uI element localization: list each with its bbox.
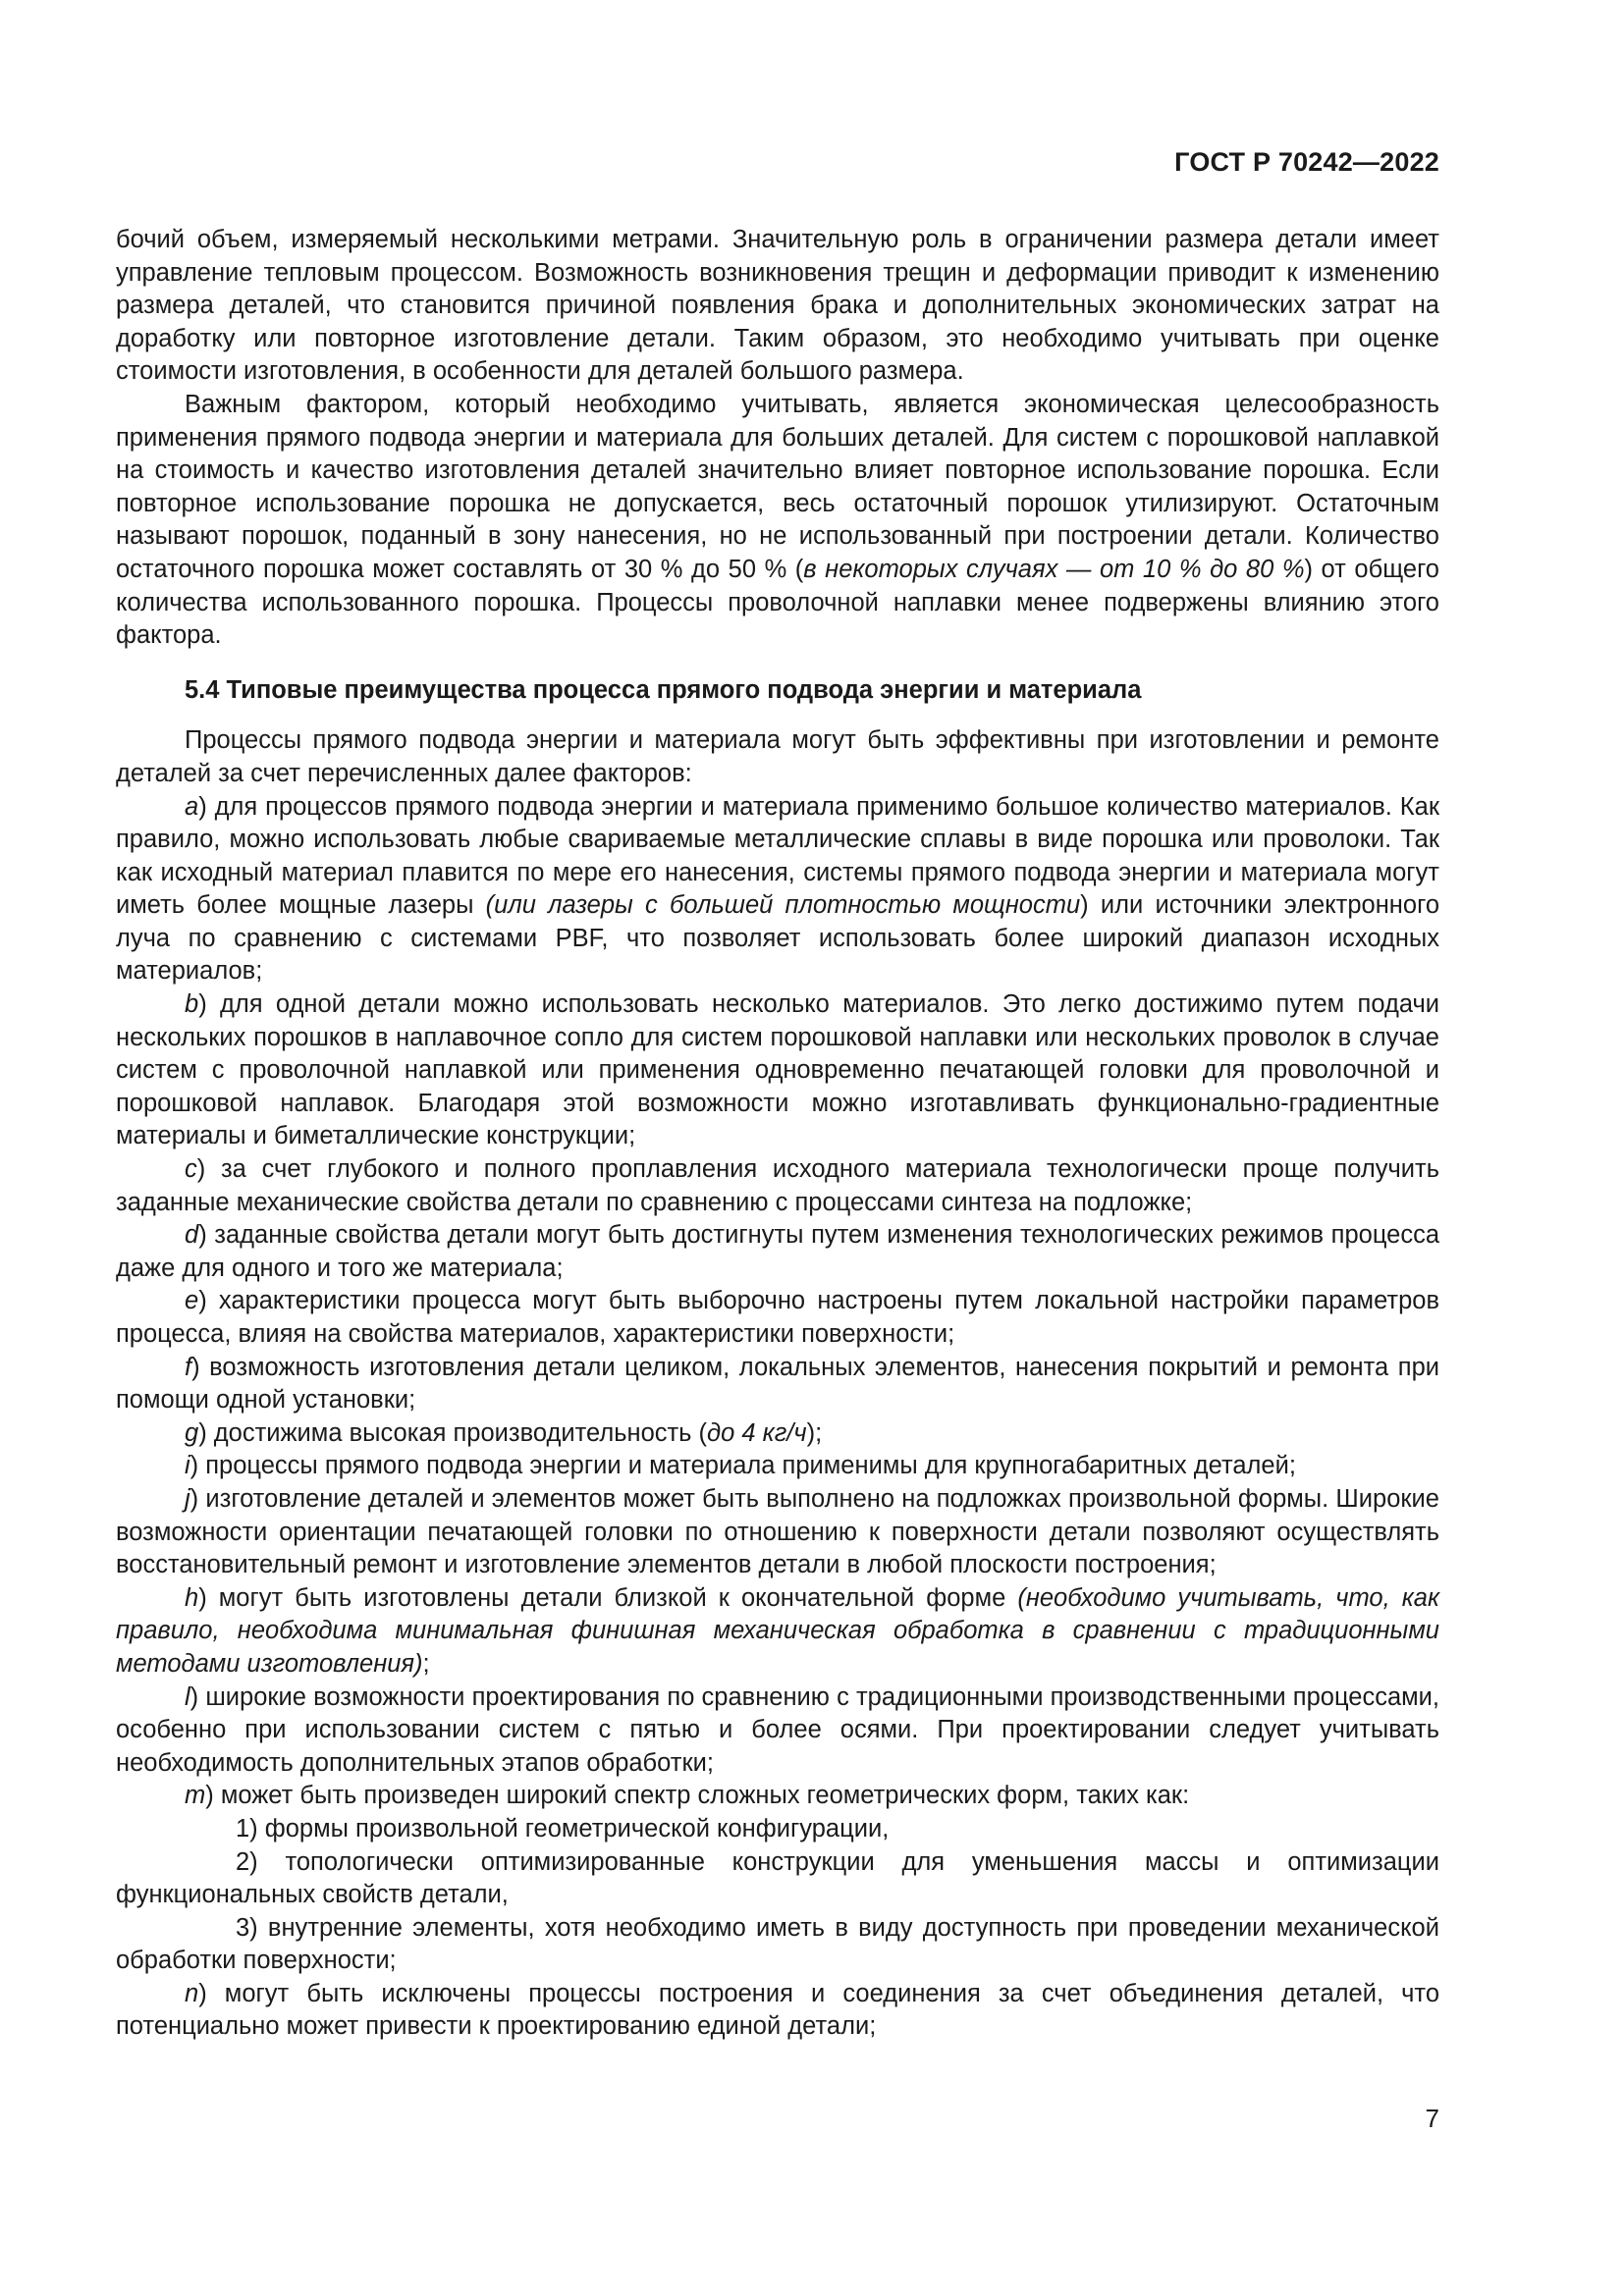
sub-item-1: 1) формы произвольной геометрической конфигурации, bbox=[236, 1814, 890, 1842]
list-item-f: f) возможность изготовления детали целиком, локальных элементов, нанесения покрытий и ремонта при помощи одной установки; bbox=[116, 1353, 1439, 1415]
sub-item-3: 3) внутренние элементы, хотя необходимо иметь в виду доступность при проведении механической обработки поверхности; bbox=[116, 1913, 1439, 1975]
list-item-h: h) могут быть изготовлены детали близкой к окончательной форме (необходимо учитывать, что, как правило, необходима минимальная финишная механическая обработка в сравнении с традиционными методами изготовления); bbox=[116, 1583, 1439, 1678]
list-item-g: g) достижима высокая производительность (до 4 кг/ч); bbox=[185, 1418, 823, 1447]
list-item-j: j) изготовление деталей и элементов может быть выполнено на подложках произвольной формы. Широкие возможности ориентации печатающей головки по отношению к поверхности детали позволяют осуществлять восстановительный ремонт и изготовление элементов детали в любой плоскости построения; bbox=[116, 1484, 1439, 1579]
list-item-l: l) широкие возможности проектирования по сравнению с традиционными производственными процессами, особенно при использовании систем с пятью и более осями. При проектировании следует учитывать необходимость дополнительных этапов обработки; bbox=[116, 1682, 1439, 1777]
list-item-d: d) заданные свойства детали могут быть достигнуты путем изменения технологических режимов процесса даже для одного и того же материала; bbox=[116, 1221, 1439, 1282]
list-item-n: n) могут быть исключены процессы построения и соединения за счет объединения деталей, что потенциально может привести к проектированию единой детали; bbox=[116, 1979, 1439, 2041]
paragraph-economic-factor: Важным фактором, который необходимо учитывать, является экономическая целесообразность применения прямого подвода энергии и материала для больших деталей. Для систем с порошковой наплавкой на стоимость и качество изготовления деталей значительно влияет повторное использование порошка. Если повторное использование порошка не допускается, весь остаточный порошок утилизируют. Остаточным называют порошок, поданный в зону нанесения, но не использованный при построении детали. Количество остаточного порошка может составлять от 30 % до 50 % (в некоторых случаях — от 10 % до 80 %) от общего количества использованного порошка. Процессы проволочной наплавки менее подвержены влиянию этого фактора. bbox=[116, 390, 1439, 650]
document-code-header: ГОСТ Р 70242—2022 bbox=[1174, 147, 1439, 177]
list-item-e: е) характеристики процесса могут быть выборочно настроены путем локальной настройки параметров процесса, влияя на свойства материалов, характеристики поверхности; bbox=[116, 1287, 1439, 1348]
list-item-i: i) процессы прямого подвода энергии и материала применимы для крупногабаритных деталей; bbox=[185, 1452, 1296, 1480]
list-item-c: с) за счет глубокого и полного проплавления исходного материала технологически проще получить заданные механические свойства детали по сравнению с процессами синтеза на подложке; bbox=[116, 1155, 1439, 1216]
sub-item-2: 2) топологически оптимизированные конструкции для уменьшения массы и оптимизации функциональных свойств детали, bbox=[116, 1847, 1439, 1909]
paragraph-continuation: бочий объем, измеряемый несколькими метрами. Значительную роль в ограничении размера детали имеет управление тепловым процессом. Возможность возникновения трещин и деформации приводит к изменению размера деталей, что становится причиной появления брака и дополнительных экономических затрат на доработку или повторное изготовление детали. Таким образом, это необходимо учитывать при оценке стоимости изготовления, в особенности для деталей большого размера. bbox=[116, 226, 1439, 386]
list-item-a: а) для процессов прямого подвода энергии и материала применимо большое количество материалов. Как правило, можно использовать любые свариваемые металлические сплавы в виде порошка или проволоки. Так как исходный материал плавится по мере его нанесения, системы прямого подвода энергии и материала могут иметь более мощные лазеры (или лазеры с большей плотностью мощности) или источники электронного луча по сравнению с системами PBF, что позволяет использовать более широкий диапазон исходных материалов; bbox=[116, 792, 1439, 986]
section-heading-5-4: 5.4 Типовые преимущества процесса прямого подвода энергии и материала bbox=[185, 675, 1142, 704]
list-item-m: m) может быть произведен широкий спектр сложных геометрических форм, таких как: bbox=[185, 1782, 1190, 1810]
section-intro: Процессы прямого подвода энергии и материала могут быть эффективны при изготовлении и ремонте деталей за счет перечисленных далее факторов: bbox=[116, 726, 1439, 787]
page-number: 7 bbox=[1425, 2104, 1439, 2133]
page-body bbox=[116, 224, 1439, 2044]
list-item-b: b) для одной детали можно использовать несколько материалов. Это легко достижимо путем подачи нескольких порошков в наплавочное сопло для систем порошковой наплавки или нескольких проволок в случае систем с проволочной наплавкой или применения одновременно печатающей головки для проволочной и порошковой наплавок. Благодаря этой возможности можно изготавливать функционально-градиентные материалы и биметаллические конструкции; bbox=[116, 990, 1439, 1150]
